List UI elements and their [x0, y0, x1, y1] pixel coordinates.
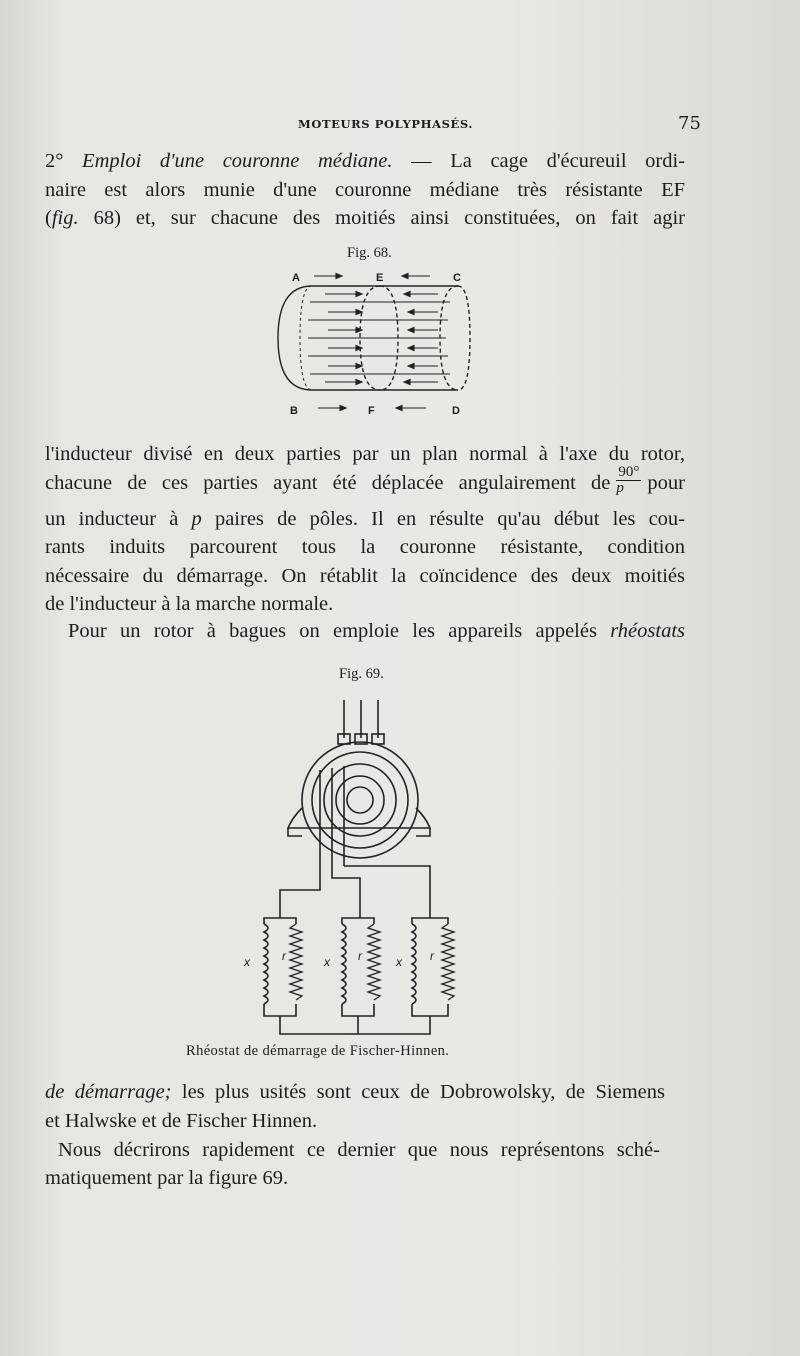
text-span: — La cage d'écureuil ordi- — [392, 150, 685, 172]
text-line — [45, 147, 685, 176]
fraction-numerator: 90° — [618, 463, 640, 480]
label-b: B — [290, 405, 298, 417]
coil-label-x: x — [324, 955, 330, 969]
italic-term: de démarrage; — [45, 1081, 172, 1103]
text-line: matiquement par la figure 69. — [45, 1167, 289, 1189]
paragraph-demarrage — [45, 1078, 665, 1135]
fraction-90-over-p — [616, 465, 641, 496]
label-d: D — [452, 405, 460, 417]
text-span: chacune de ces parties ayant été déplacée angulairement de — [45, 471, 611, 494]
text-line — [45, 463, 685, 505]
running-title: MOTEURS POLYPHASÉS. — [298, 117, 473, 131]
label-f: F — [368, 405, 375, 417]
paragraph-fischer-hinnen-end — [45, 1164, 660, 1193]
text-span: les plus usités sont ceux de Dobrowolsky, de Siemens — [171, 1081, 665, 1103]
text-line: de l'inducteur à la marche normale. — [45, 593, 334, 615]
figure-68-label: Fig. 68. — [347, 245, 392, 261]
section-heading: Emploi d'une couronne médiane. — [82, 150, 393, 172]
figure-69-label: Fig. 69. — [339, 666, 384, 682]
inductance-coils — [264, 924, 416, 1004]
text-line: Nous décrirons rapidement ce dernier que nous représentons sché- — [58, 1139, 660, 1161]
cage-bars — [308, 302, 450, 374]
figure-69-caption: Rhéostat de démarrage de Fischer-Hinnen. — [186, 1043, 450, 1059]
resistor-label-r: r — [430, 949, 434, 963]
label-c: C — [453, 272, 461, 284]
text-line: et Halwske et de Fischer Hinnen. — [45, 1109, 318, 1132]
paragraph-rotor-bagues — [68, 617, 685, 646]
text-line — [68, 617, 685, 646]
label-a: A — [292, 272, 300, 284]
text-span: Pour un rotor à bagues on emploie les appareils appelés — [68, 620, 611, 642]
italic-term: rhéostats — [610, 620, 685, 642]
coil-x — [342, 924, 346, 1004]
figure-69-rheostat-diagram — [240, 690, 480, 1040]
resistor-label-r: r — [358, 949, 362, 963]
paragraph-couronne-mediane — [45, 147, 685, 233]
text-span: ( — [45, 207, 52, 229]
coil-label-x: x — [244, 955, 250, 969]
resistor-r — [368, 924, 380, 1000]
text-line: l'inducteur divisé en deux parties par un plan normal à l'axe du rotor, — [45, 443, 685, 465]
page-number: 75 — [678, 113, 701, 134]
text-span: un inducteur à — [45, 507, 192, 530]
text-line — [45, 505, 685, 534]
text-span: pour — [647, 471, 685, 494]
text-line: rants induits parcourent tous la couronne résistante, condition — [45, 536, 685, 558]
figure-68-squirrel-cage-diagram — [270, 262, 480, 422]
text-line — [45, 204, 685, 233]
text-span: 68) et, sur chacune des moitiés ainsi constituées, on fait agir — [78, 207, 685, 229]
text-span: paires de pôles. Il en résulte qu'au début les cou- — [201, 507, 685, 530]
coil-x — [264, 924, 268, 1004]
fraction-denominator: p — [616, 479, 624, 496]
left-ring — [278, 286, 312, 390]
label-e: E — [376, 272, 384, 284]
figure-reference: fig. — [51, 207, 79, 229]
text-line — [45, 1078, 665, 1107]
resistor-label-r: r — [282, 949, 286, 963]
math-variable: p — [191, 507, 202, 530]
coil-x — [412, 924, 416, 1004]
text-line: nécessaire du démarrage. On rétablit la coïncidence des deux moitiés — [45, 564, 685, 587]
resistor-r — [290, 924, 302, 1000]
item-number: 2° — [45, 150, 83, 172]
text-line: naire est alors munie d'une couronne médiane très résistante EF — [45, 178, 685, 201]
resistor-r — [442, 924, 454, 1000]
paragraph-inducteur — [45, 440, 685, 619]
paragraph-fischer-hinnen — [58, 1136, 660, 1165]
coil-label-x: x — [396, 955, 402, 969]
